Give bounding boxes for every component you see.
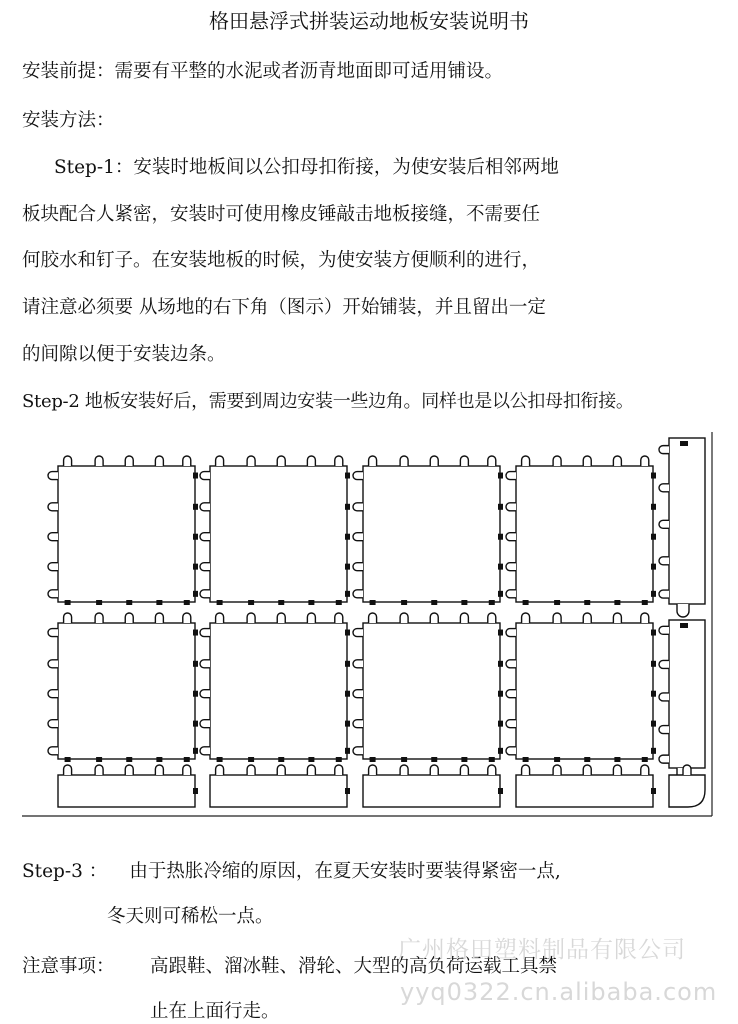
female-clip (64, 613, 72, 623)
edge-strip (669, 438, 705, 604)
floor-tile (210, 466, 347, 602)
male-clip (217, 757, 223, 762)
female-clip (200, 720, 210, 728)
male-clip (651, 630, 656, 636)
step3-line: 由于热胀冷缩的原因，在夏天安装时要装得紧密一点, (129, 861, 561, 882)
male-clip (345, 748, 350, 754)
female-clip (506, 660, 516, 668)
edge-strip (210, 775, 347, 807)
female-clip (613, 765, 621, 775)
female-clip (335, 456, 343, 466)
male-clip (96, 757, 102, 762)
female-clip (506, 690, 516, 698)
male-clip (345, 504, 350, 510)
female-clip (659, 755, 669, 763)
male-clip (401, 757, 407, 762)
female-clip (353, 590, 363, 598)
female-clip (48, 503, 58, 511)
male-clip (156, 757, 162, 762)
step2-text: Step-2 地板安装好后，需要到周边安装一些边角。同样也是以公扣母扣衔接。 (22, 391, 634, 412)
female-clip (506, 747, 516, 755)
female-clip (48, 690, 58, 698)
male-clip (370, 600, 376, 605)
female-clip (95, 613, 103, 623)
male-clip (431, 600, 437, 605)
female-clip (48, 563, 58, 571)
female-clip (48, 472, 58, 480)
male-clip (498, 661, 503, 667)
female-clip (200, 660, 210, 668)
male-clip (308, 757, 314, 762)
male-clip (193, 630, 198, 636)
female-clip (488, 456, 496, 466)
male-clip (193, 564, 198, 570)
female-clip (155, 613, 163, 623)
female-clip (125, 613, 133, 623)
male-clip (345, 473, 350, 479)
female-clip (247, 613, 255, 623)
male-clip (461, 757, 467, 762)
female-clip (200, 503, 210, 511)
male-clip (523, 600, 529, 605)
female-clip (155, 765, 163, 775)
step1-line: Step-1：安装时地板间以公扣母扣衔接，为使安装后相邻两地 (54, 157, 559, 178)
male-clip (278, 757, 284, 762)
female-clip (506, 533, 516, 541)
female-clip (460, 613, 468, 623)
male-clip (184, 757, 190, 762)
prerequisite-text: 安装前提：需要有平整的水泥或者沥青地面即可适用铺设。 (22, 61, 504, 82)
male-clip (642, 600, 648, 605)
male-clip (193, 748, 198, 754)
edge-strip (516, 775, 653, 807)
female-clip (488, 613, 496, 623)
step3-line: 冬天则可稀松一点。 (107, 906, 274, 927)
female-clip (247, 456, 255, 466)
male-clip (651, 534, 656, 540)
female-clip (48, 590, 58, 598)
male-clip (126, 600, 132, 605)
female-clip (307, 456, 315, 466)
female-clip (659, 660, 669, 668)
notes-line: 止在上面行走。 (150, 1001, 280, 1022)
female-clip (659, 520, 669, 528)
male-clip (193, 504, 198, 510)
female-clip (400, 456, 408, 466)
female-clip (583, 456, 591, 466)
male-clip (370, 757, 376, 762)
female-clip (677, 604, 689, 617)
female-clip (64, 456, 72, 466)
female-clip (48, 629, 58, 637)
male-clip (345, 534, 350, 540)
male-clip (554, 600, 560, 605)
female-clip (95, 765, 103, 775)
male-clip (651, 473, 656, 479)
male-clip (401, 600, 407, 605)
female-clip (200, 690, 210, 698)
notes-label: 注意事项： (22, 956, 115, 977)
male-clip (651, 691, 656, 697)
female-clip (353, 720, 363, 728)
female-clip (216, 456, 224, 466)
male-clip (651, 748, 656, 754)
female-clip (522, 456, 530, 466)
male-clip (489, 600, 495, 605)
male-clip (498, 473, 503, 479)
male-clip (614, 600, 620, 605)
female-clip (335, 765, 343, 775)
male-clip (345, 564, 350, 570)
female-clip (659, 693, 669, 701)
male-clip (65, 600, 71, 605)
female-clip (216, 613, 224, 623)
female-clip (553, 456, 561, 466)
female-clip (48, 660, 58, 668)
floor-tile (363, 623, 500, 759)
female-clip (430, 613, 438, 623)
female-clip (125, 765, 133, 775)
female-clip (506, 472, 516, 480)
floor-tile (516, 623, 653, 759)
male-clip (489, 757, 495, 762)
watermark-url: yyq0322.cn.alibaba.com (400, 978, 718, 1006)
male-clip (156, 600, 162, 605)
female-clip (353, 503, 363, 511)
female-clip (506, 563, 516, 571)
female-clip (369, 765, 377, 775)
male-clip (248, 757, 254, 762)
female-clip (400, 765, 408, 775)
female-clip (583, 613, 591, 623)
female-clip (335, 613, 343, 623)
female-clip (353, 472, 363, 480)
male-clip (680, 441, 688, 446)
document-title: 格田悬浮式拼装运动地板安装说明书 (209, 9, 529, 33)
female-clip (659, 590, 669, 598)
edge-strip (363, 775, 500, 807)
edge-strip (58, 775, 195, 807)
female-clip (506, 629, 516, 637)
male-clip (651, 591, 656, 597)
female-clip (659, 626, 669, 634)
male-clip (65, 757, 71, 762)
female-clip (553, 613, 561, 623)
female-clip (200, 472, 210, 480)
female-clip (353, 533, 363, 541)
floor-tile (516, 466, 653, 602)
male-clip (554, 757, 560, 762)
female-clip (369, 456, 377, 466)
female-clip (200, 629, 210, 637)
female-clip (48, 533, 58, 541)
female-clip (353, 629, 363, 637)
male-clip (584, 757, 590, 762)
step3-label: Step-3 ： (22, 861, 108, 882)
female-clip (659, 726, 669, 734)
floor-tile (58, 623, 195, 759)
step1-line: 何胶水和钉子。在安装地板的时候，为使安装方便顺利的进行， (22, 250, 541, 271)
male-clip (193, 473, 198, 479)
male-clip (680, 623, 688, 628)
male-clip (193, 534, 198, 540)
female-clip (613, 613, 621, 623)
female-clip (683, 765, 691, 775)
female-clip (183, 456, 191, 466)
male-clip (345, 721, 350, 727)
male-clip (651, 721, 656, 727)
male-clip (248, 600, 254, 605)
floor-tile (58, 466, 195, 602)
female-clip (307, 613, 315, 623)
step1-line: 的间隙以便于安装边条。 (22, 344, 226, 365)
male-clip (308, 600, 314, 605)
female-clip (216, 765, 224, 775)
female-clip (522, 613, 530, 623)
step1-line: 板块配合人紧密，安装时可使用橡皮锤敲击地板接缝，不需要任 (22, 204, 541, 225)
male-clip (193, 661, 198, 667)
male-clip (345, 630, 350, 636)
edge-strip (669, 620, 705, 768)
male-clip (651, 788, 656, 794)
male-clip (498, 788, 503, 794)
male-clip (345, 591, 350, 597)
female-clip (277, 456, 285, 466)
male-clip (431, 757, 437, 762)
female-clip (641, 456, 649, 466)
male-clip (498, 748, 503, 754)
female-clip (200, 533, 210, 541)
female-clip (48, 747, 58, 755)
female-clip (553, 765, 561, 775)
female-clip (641, 613, 649, 623)
female-clip (64, 765, 72, 775)
watermark-company: 广州格田塑料制品有限公司 (398, 937, 686, 963)
male-clip (651, 661, 656, 667)
male-clip (193, 788, 198, 794)
female-clip (353, 747, 363, 755)
method-heading: 安装方法： (22, 110, 115, 131)
female-clip (353, 660, 363, 668)
female-clip (506, 590, 516, 598)
floor-tile (210, 623, 347, 759)
male-clip (96, 600, 102, 605)
male-clip (498, 504, 503, 510)
male-clip (345, 691, 350, 697)
male-clip (184, 600, 190, 605)
male-clip (498, 691, 503, 697)
male-clip (336, 757, 342, 762)
female-clip (183, 613, 191, 623)
female-clip (277, 765, 285, 775)
male-clip (498, 564, 503, 570)
male-clip (498, 534, 503, 540)
female-clip (155, 456, 163, 466)
female-clip (641, 765, 649, 775)
female-clip (460, 765, 468, 775)
female-clip (460, 456, 468, 466)
corner-piece (669, 775, 705, 807)
female-clip (95, 456, 103, 466)
female-clip (48, 720, 58, 728)
male-clip (498, 591, 503, 597)
female-clip (430, 765, 438, 775)
female-clip (277, 613, 285, 623)
male-clip (126, 757, 132, 762)
male-clip (642, 757, 648, 762)
male-clip (345, 788, 350, 794)
male-clip (193, 591, 198, 597)
female-clip (659, 484, 669, 492)
female-clip (353, 563, 363, 571)
male-clip (336, 600, 342, 605)
female-clip (613, 456, 621, 466)
female-clip (200, 590, 210, 598)
male-clip (217, 600, 223, 605)
female-clip (488, 765, 496, 775)
female-clip (659, 557, 669, 565)
female-clip (353, 690, 363, 698)
female-clip (200, 747, 210, 755)
floor-tile (363, 466, 500, 602)
female-clip (506, 503, 516, 511)
notes-line: 高跟鞋、溜冰鞋、滑轮、大型的高负荷运载工具禁 (150, 956, 558, 977)
step1-line: 请注意必须要 从场地的右下角（图示）开始铺装，并且留出一定 (22, 297, 546, 318)
male-clip (193, 691, 198, 697)
step3-text (22, 861, 561, 883)
male-clip (614, 757, 620, 762)
female-clip (583, 765, 591, 775)
male-clip (278, 600, 284, 605)
female-clip (506, 720, 516, 728)
female-clip (125, 456, 133, 466)
female-clip (400, 613, 408, 623)
female-clip (430, 456, 438, 466)
female-clip (369, 613, 377, 623)
male-clip (498, 721, 503, 727)
female-clip (307, 765, 315, 775)
male-clip (584, 600, 590, 605)
male-clip (651, 564, 656, 570)
male-clip (523, 757, 529, 762)
female-clip (200, 563, 210, 571)
male-clip (345, 661, 350, 667)
female-clip (659, 446, 669, 454)
male-clip (651, 504, 656, 510)
female-clip (183, 765, 191, 775)
male-clip (461, 600, 467, 605)
female-clip (522, 765, 530, 775)
male-clip (498, 630, 503, 636)
female-clip (247, 765, 255, 775)
male-clip (193, 721, 198, 727)
floor-layout-diagram (0, 430, 738, 820)
